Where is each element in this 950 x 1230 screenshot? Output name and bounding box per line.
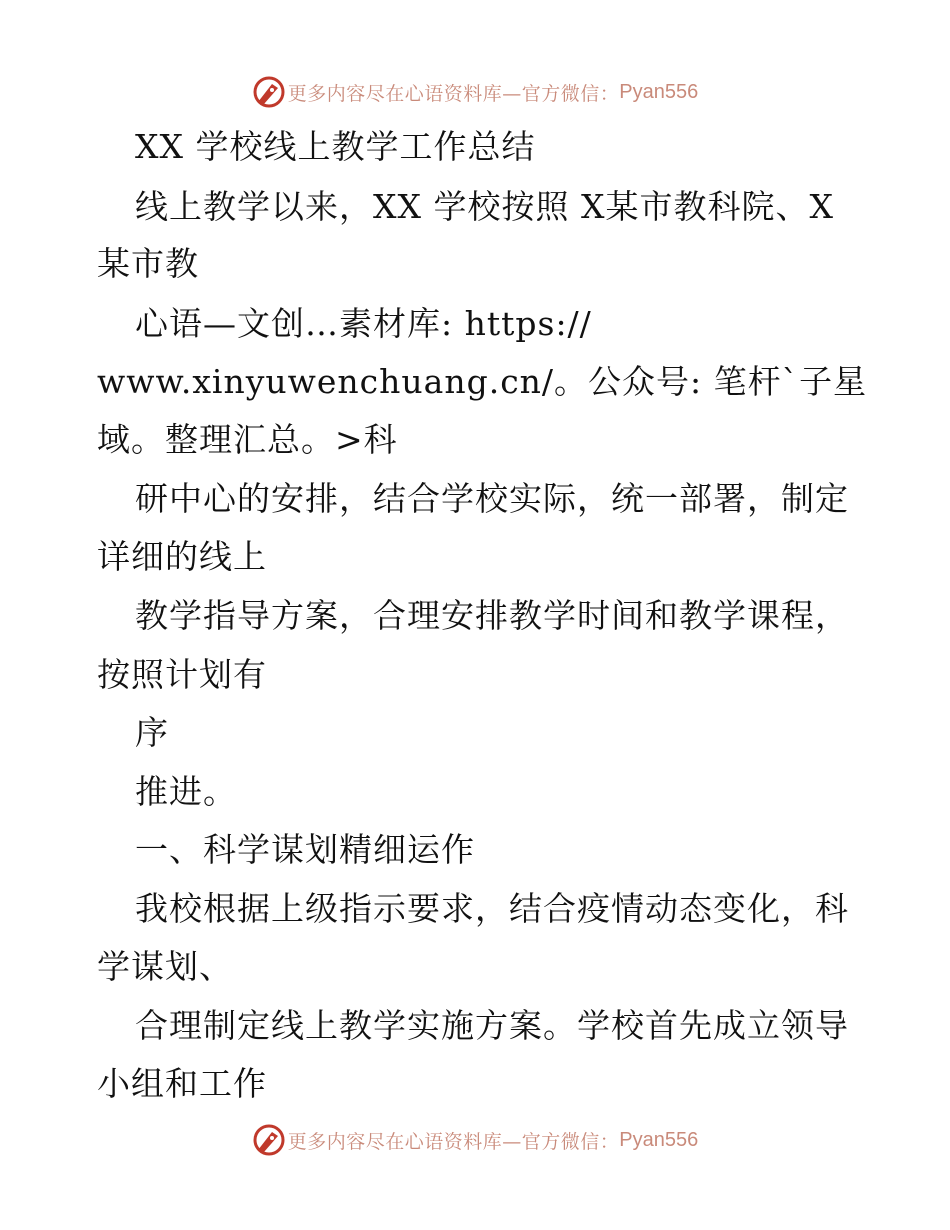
paragraph-line: 小组和工作 <box>97 1064 267 1103</box>
watermark-text: 更多内容尽在心语资料库—官方微信： <box>287 1130 620 1153</box>
pen-nib-logo-icon <box>252 1123 286 1157</box>
watermark-wechat-id: Pyan556 <box>619 80 699 103</box>
paragraph-line: 推进。 <box>135 772 237 811</box>
watermark-wechat-id: Pyan556 <box>619 1128 699 1151</box>
section-heading: 一、科学谋划精细运作 <box>135 830 475 869</box>
paragraph-line: 按照计划有 <box>97 655 267 694</box>
paragraph-line: www.xinyuwenchuang.cn/。公众号: 笔杆`子星 <box>97 362 868 401</box>
paragraph-line: 线上教学以来，XX 学校按照 X某市教科院、X <box>135 187 834 226</box>
paragraph-line: 合理制定线上教学实施方案。学校首先成立领导 <box>135 1006 849 1045</box>
paragraph-line: 研中心的安排，结合学校实际，统一部署，制定 <box>135 479 849 518</box>
paragraph-line: 心语—文创…素材库: https:// <box>135 304 592 343</box>
paragraph-line: 域。整理汇总。>科 <box>97 420 398 459</box>
paragraph-line: 某市教 <box>97 244 199 283</box>
paragraph-line: 序 <box>135 713 169 752</box>
paragraph-line: 详细的线上 <box>97 537 267 576</box>
watermark-banner-bottom <box>0 1120 950 1160</box>
paragraph-line: 我校根据上级指示要求，结合疫情动态变化，科 <box>135 889 849 928</box>
paragraph-line: 教学指导方案，合理安排教学时间和教学课程， <box>135 596 849 635</box>
watermark-text: 更多内容尽在心语资料库—官方微信： <box>287 82 620 105</box>
document-title: XX 学校线上教学工作总结 <box>135 127 536 166</box>
paragraph-line: 学谋划、 <box>97 947 233 986</box>
